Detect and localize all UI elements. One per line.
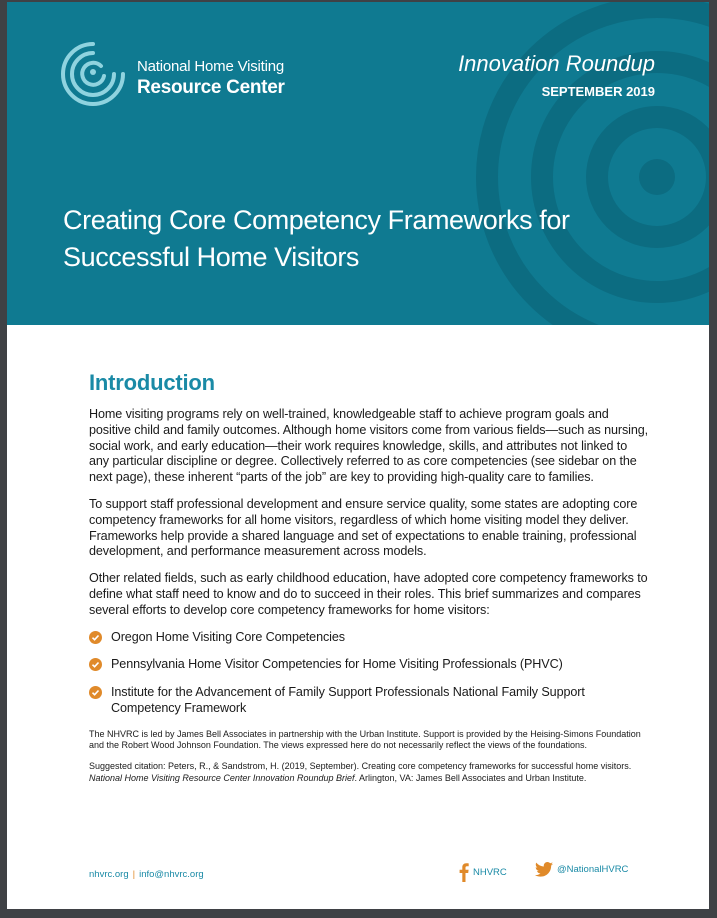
list-item-text: Institute for the Advancement of Family Support Professionals National Family Support Competency Framework (111, 685, 585, 715)
check-circle-icon (89, 686, 102, 699)
title-line-2: Successful Home Visitors (63, 242, 360, 272)
footer-separator: | (132, 869, 136, 880)
check-circle-icon (89, 658, 102, 671)
check-circle-icon (89, 631, 102, 644)
facebook-icon (459, 862, 469, 882)
citation-publisher: . Arlington, VA: James Bell Associates and Urban Institute. (354, 772, 587, 783)
footer-contact (89, 869, 204, 880)
title-line-1: Creating Core Competency Frameworks for (63, 205, 570, 235)
funding-note: The NHVRC is led by James Bell Associates in partnership with the Urban Institute. Support is provided by the Heising-Simons Foundation and the Robert Wood Johnson Foundation. The views expressed here do not necessarily reflect the views of the foundations. (89, 728, 641, 751)
website-link[interactable]: nhvrc.org (89, 869, 129, 880)
list-item-text: Oregon Home Visiting Core Competencies (111, 629, 345, 644)
intro-paragraph-2: To support staff professional development and ensure service quality, some states are adopting core competency frameworks for all home visitors, regardless of which home visiting model they deliver. Frameworks help provide a shared language and set of expectations to enable training, professional development, and performance measurement across models. (89, 496, 638, 559)
twitter-handle: @NationalHVRC (557, 864, 629, 875)
email-link[interactable]: info@nhvrc.org (139, 869, 204, 880)
list-item (89, 657, 649, 673)
intro-paragraph-3: Other related fields, such as early childhood education, have adopted core competency frameworks to define what staff need to know and do to succeed in their roles. This brief summarizes and compares several efforts to develop core competency frameworks for home visitors: (89, 571, 648, 617)
header-banner (7, 2, 709, 325)
framework-list (89, 630, 649, 717)
facebook-handle: NHVRC (473, 866, 507, 878)
publication-date: SEPTEMBER 2019 (541, 84, 655, 99)
list-item-text: Pennsylvania Home Visitor Competencies for Home Visiting Professionals (PHVC) (111, 657, 563, 672)
section-heading-introduction: Introduction (89, 370, 215, 395)
list-item (89, 630, 649, 646)
twitter-icon (535, 862, 553, 877)
main-content (89, 370, 649, 784)
suggested-citation (89, 761, 649, 784)
citation-text: Suggested citation: Peters, R., & Sandstrom, H. (2019, September). Creating core competency frameworks for successful home visitors. (89, 760, 632, 771)
intro-paragraph-1: Home visiting programs rely on well-trained, knowledgeable staff to achieve program goals and positive child and family outcomes. Although home visitors come from various fields—such as nursing, social work, and early education—their work requires knowledge, skills, and attributes not linked to any particular discipline or degree. Collectively referred to as core competencies (see sidebar on the next page), these inherent “parts of the job” are key to providing high-quality care to families. (89, 407, 649, 485)
facebook-link[interactable] (459, 862, 507, 882)
document-title (63, 202, 663, 276)
org-name-line2: Resource Center (137, 77, 285, 98)
org-name-line1: National Home Visiting (137, 58, 285, 75)
twitter-link[interactable] (535, 862, 628, 877)
citation-publication: National Home Visiting Resource Center Innovation Roundup Brief (89, 772, 355, 783)
series-title: Innovation Roundup (458, 51, 655, 76)
nhvrc-logo-icon (59, 40, 127, 108)
list-item (89, 685, 649, 717)
